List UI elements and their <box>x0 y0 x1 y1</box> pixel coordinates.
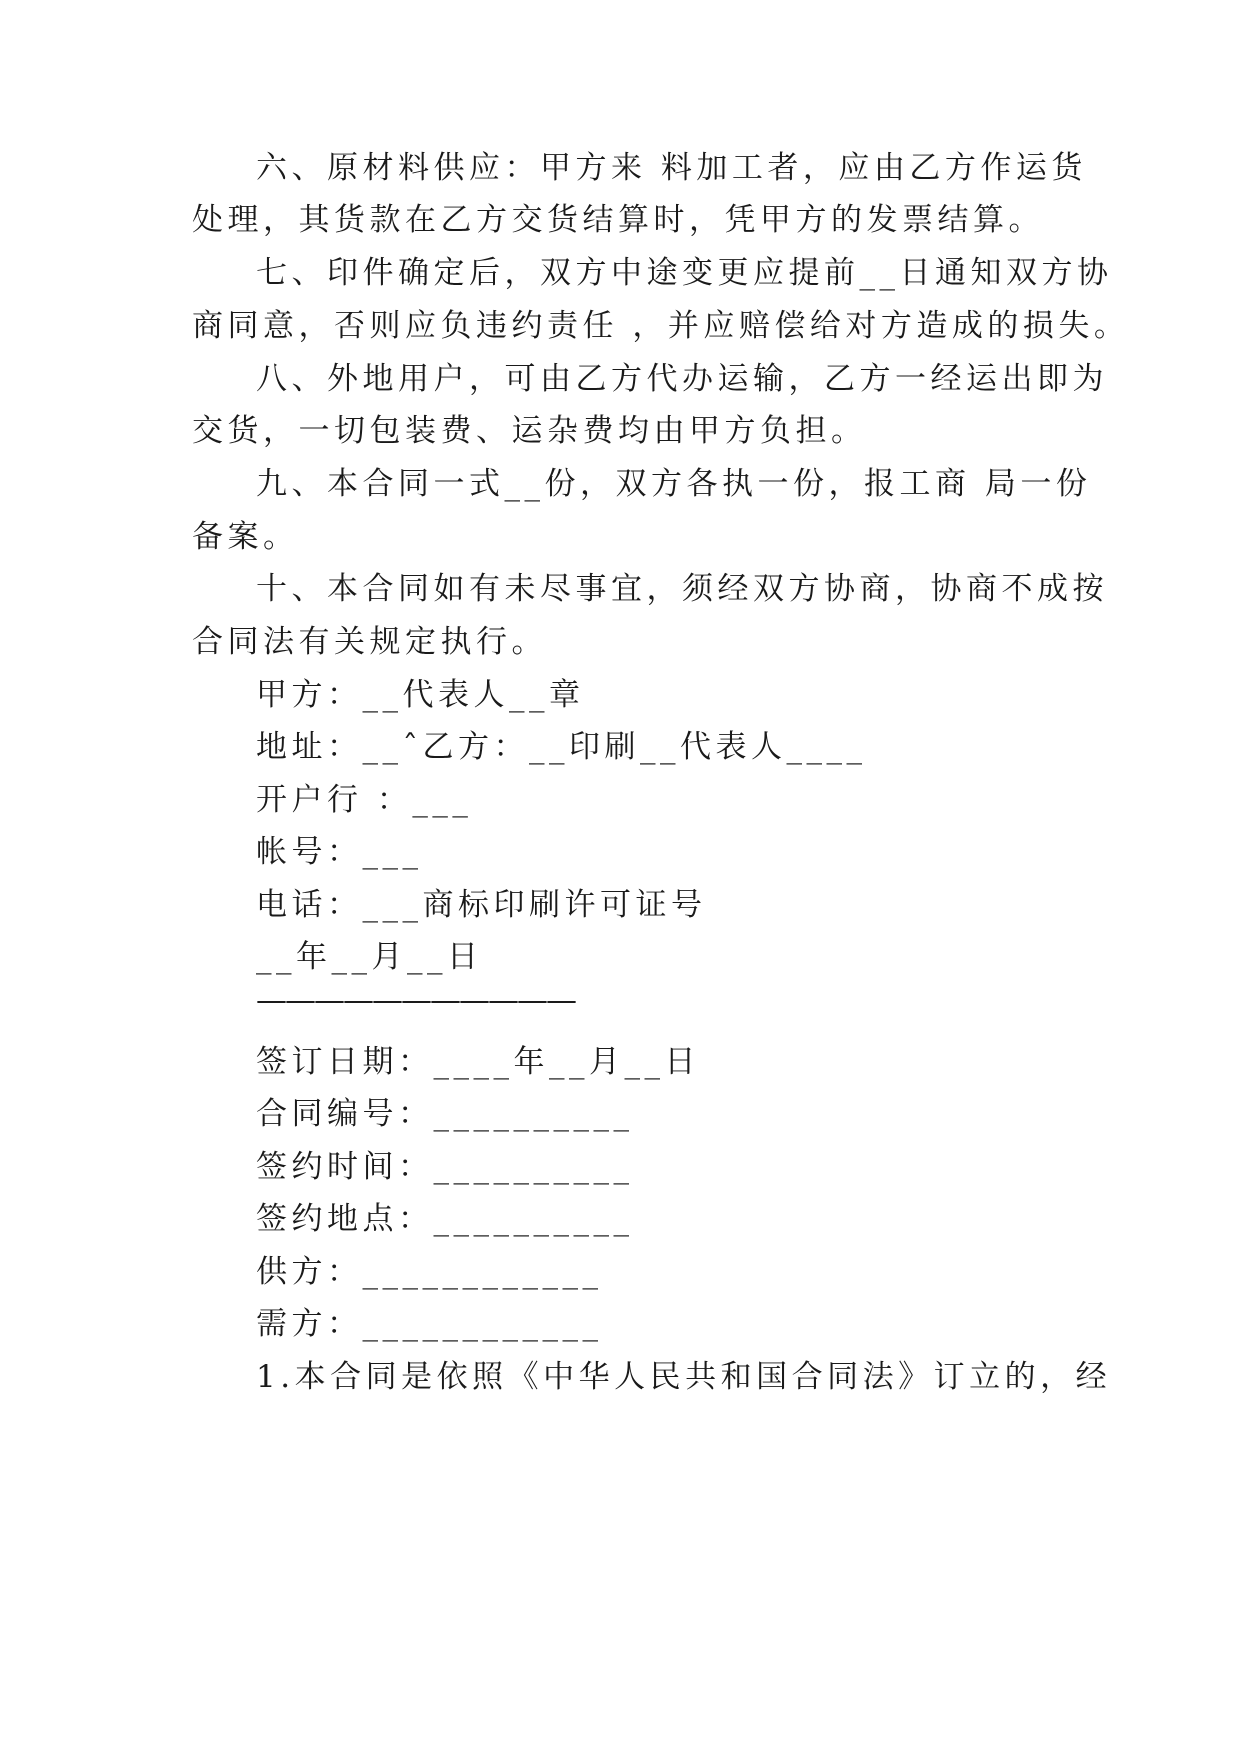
clause-7-line-2: 商同意，否则应负违约责任 ，并应赔偿给对方造成的损失。 <box>192 308 1130 344</box>
clause-9-line-2: 备案。 <box>192 519 299 555</box>
clause-7-line-1: 七、印件确定后，双方中途变更应提前__日通知双方协 <box>256 255 1113 291</box>
contract-number-line: 合同编号：__________ <box>256 1096 634 1132</box>
article-1-line: 1.本合同是依照《中华人民共和国合同法》订立的，经 <box>256 1359 1112 1395</box>
party-a-line: 甲方：__代表人__章 <box>256 677 585 713</box>
sign-time-line: 签约时间：__________ <box>256 1149 634 1185</box>
bank-line: 开户行 ：___ <box>256 782 473 818</box>
address-line: 地址：__ˆ乙方：__印刷__代表人____ <box>256 729 867 765</box>
separator-line: ——————————— <box>256 982 575 1018</box>
sign-place-line: 签约地点：__________ <box>256 1201 634 1237</box>
clause-10-line-1: 十、本合同如有未尽事宜，须经双方协商，协商不成按 <box>256 571 1108 607</box>
buyer-line: 需方：____________ <box>256 1306 603 1342</box>
date-line: __年__月__日 <box>256 939 483 975</box>
clause-8-line-1: 八、外地用户，可由乙方代办运输，乙方一经运出即为 <box>256 361 1108 397</box>
account-line: 帐号：___ <box>256 834 423 870</box>
supplier-line: 供方：____________ <box>256 1254 603 1290</box>
clause-6-line-2: 处理，其货款在乙方交货结算时，凭甲方的发票结算。 <box>192 202 1044 238</box>
clause-8-line-2: 交货，一切包装费、运杂费均由甲方负担。 <box>192 413 867 449</box>
clause-9-line-1: 九、本合同一式__份，双方各执一份，报工商 局一份 <box>256 466 1092 502</box>
sign-date-line: 签订日期：____年__月__日 <box>256 1044 700 1080</box>
phone-line: 电话：___商标印刷许可证号 <box>256 887 707 923</box>
clause-10-line-2: 合同法有关规定执行。 <box>192 624 547 660</box>
clause-6-line-1: 六、原材料供应：甲方来 料加工者，应由乙方作运货 <box>256 150 1087 186</box>
